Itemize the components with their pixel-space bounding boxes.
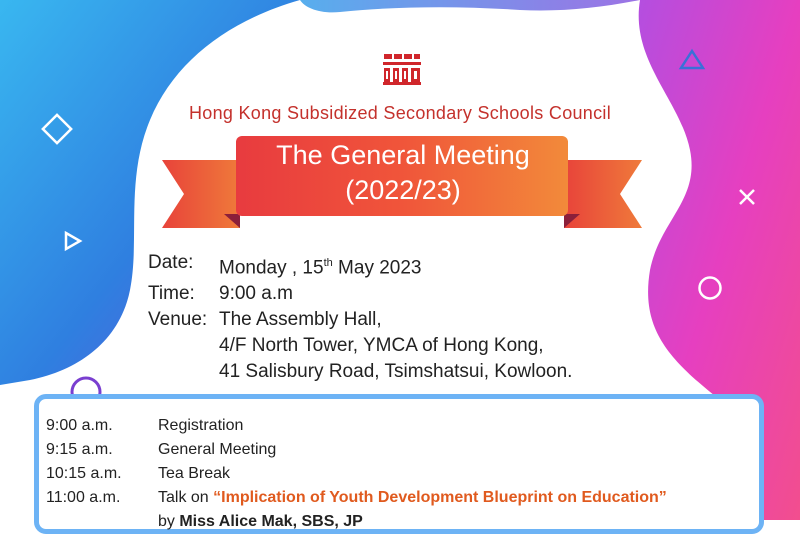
speaker-row [46,510,667,534]
venue-row [148,307,572,333]
venue-row-3 [148,359,572,385]
venue-row-2 [148,333,572,359]
time-label: Time: [148,283,195,305]
speaker-name: Miss Alice Mak, SBS, JP [179,513,363,530]
date-value: Monday , 15th May 2023 [219,257,422,279]
schedule-item: Tea Break [158,465,231,482]
speaker: by Miss Alice Mak, SBS, JP [158,513,363,530]
schedule-item: General Meeting [158,441,277,458]
time-value: 9:00 a.m [219,283,293,305]
schedule-row [46,438,667,462]
date-row [148,250,572,281]
triangle-outline-icon [678,48,706,72]
venue-line3: 41 Salisbury Road, Tsimshatsui, Kowloon. [219,361,573,383]
banner-title-line2: (2022/23) [345,175,461,205]
play-triangle-icon [62,230,84,252]
schedule-time: 9:15 a.m. [46,441,113,458]
schedule-item: Talk on “Implication of Youth Development Blueprint on Education” [158,489,667,506]
circle-outline-icon [696,274,724,302]
date-label: Date: [148,252,194,273]
schedule-time: 11:00 a.m. [46,489,121,506]
schedule-time: 9:00 a.m. [46,417,113,434]
schedule-row [46,414,667,438]
top-color-band [300,0,640,12]
banner-title-line1: The General Meeting [276,140,530,170]
banner-title [236,138,570,208]
hksssc-logo-icon [381,46,423,88]
council-name: Hong Kong Subsidized Secondary Schools Council [188,103,612,123]
talk-title: “Implication of Youth Development Blueprint on Education” [213,489,667,506]
schedule-row [46,462,667,486]
schedule-item: Registration [158,417,244,434]
time-row [148,281,572,307]
schedule-list [46,414,667,534]
close-x-icon [736,186,758,208]
event-details [148,250,572,385]
schedule-row [46,486,667,510]
venue-label: Venue: [148,309,208,331]
venue-line1: The Assembly Hall, [219,309,382,331]
venue-line2: 4/F North Tower, YMCA of Hong Kong, [219,335,544,357]
schedule-time: 10:15 a.m. [46,465,122,482]
